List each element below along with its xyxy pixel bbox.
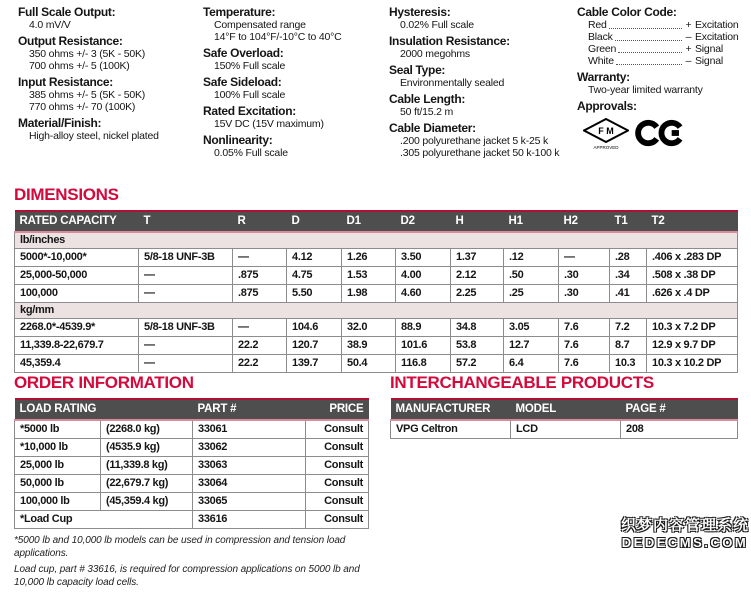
spec-label: Temperature: — [203, 5, 276, 19]
table-cell: 5000*-10,000* — [15, 249, 139, 267]
table-cell: 10.3 — [610, 355, 647, 373]
table-cell: 1.53 — [342, 267, 396, 285]
spec-value: 2000 megohms — [400, 48, 470, 60]
table-cell: 100,000 — [15, 285, 139, 303]
order-table — [14, 398, 369, 529]
dotted-leader — [615, 40, 682, 41]
table-cell: 4.75 — [287, 267, 342, 285]
table-cell: — — [139, 267, 233, 285]
table-cell: .30 — [559, 285, 610, 303]
table-cell: 88.9 — [396, 319, 451, 337]
table-cell: .30 — [559, 267, 610, 285]
load-rating-kg: (4535.9 kg) — [101, 439, 193, 457]
spec-label: Safe Overload: — [203, 46, 284, 60]
spec-value: 100% Full scale — [214, 89, 286, 101]
table-row — [15, 420, 369, 439]
spec-value: 15V DC (15V maximum) — [214, 118, 324, 130]
spec-value: .305 polyurethane jacket 50 k-100 k — [400, 147, 560, 159]
part-number: 33063 — [193, 457, 306, 475]
spec-label: Seal Type: — [389, 63, 446, 77]
table-cell: 45,359.4 — [15, 355, 139, 373]
spec-value: Environmentally sealed — [400, 77, 505, 89]
approvals-logos — [577, 114, 749, 157]
spec-group-full-scale-output — [18, 6, 198, 31]
spec-value: 700 ohms +/- 5 (100K) — [29, 60, 130, 72]
price: Consult — [306, 420, 369, 439]
load-rating-lb: 50,000 lb — [15, 475, 101, 493]
part-number: 33061 — [193, 420, 306, 439]
page-number: 208 — [621, 420, 738, 439]
order-information-title: ORDER INFORMATION — [14, 373, 194, 392]
interchangeable-products-section — [390, 373, 737, 439]
dimensions-header-row — [15, 211, 738, 232]
table-row — [15, 285, 738, 303]
part-number: 33064 — [193, 475, 306, 493]
table-cell: 139.7 — [287, 355, 342, 373]
table-cell: .34 — [610, 267, 647, 285]
table-cell: 4.60 — [396, 285, 451, 303]
load-rating-lb: 100,000 lb — [15, 493, 101, 511]
table-cell: 11,339.8-22,679.7 — [15, 337, 139, 355]
dotted-leader — [609, 28, 682, 29]
part-number: 33065 — [193, 493, 306, 511]
spec-value: Two-year limited warranty — [588, 84, 703, 96]
table-row — [15, 511, 369, 529]
column-header: PAGE # — [621, 399, 738, 420]
table-cell: 38.9 — [342, 337, 396, 355]
load-rating-kg: (2268.0 kg) — [101, 420, 193, 439]
table-cell: 116.8 — [396, 355, 451, 373]
column-header: H2 — [559, 211, 610, 232]
spec-group-warranty — [577, 71, 749, 96]
spec-label: Output Resistance: — [18, 34, 123, 48]
price: Consult — [306, 457, 369, 475]
wire-color: Black — [588, 31, 613, 43]
price: Consult — [306, 475, 369, 493]
footnotes — [14, 534, 392, 589]
price: Consult — [306, 439, 369, 457]
table-cell: 1.98 — [342, 285, 396, 303]
spec-value: 385 ohms +/- 5 (5K - 50K) — [29, 89, 146, 101]
load-rating-lb: *5000 lb — [15, 420, 101, 439]
table-cell: 2268.0*-4539.9* — [15, 319, 139, 337]
watermark-text-en: DEDECMS.COM — [621, 535, 749, 550]
spec-group-cable-diameter — [389, 122, 575, 159]
column-header: LOAD RATING — [15, 399, 193, 420]
spec-value: 350 ohms +/- 3 (5K - 50K) — [29, 48, 146, 60]
spec-value: High-alloy steel, nickel plated — [29, 130, 159, 142]
table-cell: 1.26 — [342, 249, 396, 267]
dimensions-table — [14, 210, 738, 373]
spec-value: 0.02% Full scale — [400, 19, 474, 31]
table-cell: .28 — [610, 249, 647, 267]
table-row — [15, 475, 369, 493]
unit-label: kg/mm — [15, 303, 738, 319]
column-header: T — [139, 211, 233, 232]
table-cell: .25 — [504, 285, 559, 303]
footnote: Load cup, part # 33616, is required for compression applications on 5000 lb and 10,000 lb capacity load cells. — [14, 564, 360, 588]
table-cell: — — [139, 355, 233, 373]
svg-text:APPROVED: APPROVED — [593, 145, 619, 150]
table-row — [15, 439, 369, 457]
table-cell: 7.6 — [559, 337, 610, 355]
wire-sign: + — [685, 19, 692, 31]
price: Consult — [306, 493, 369, 511]
spec-label: Approvals: — [577, 99, 637, 113]
spec-group-safe-overload — [203, 47, 385, 72]
table-cell: 10.3 x 10.2 DP — [647, 355, 738, 373]
manufacturer: VPG Celtron — [391, 420, 511, 439]
spec-label: Rated Excitation: — [203, 104, 296, 118]
spec-group-insulation-resistance — [389, 35, 575, 60]
table-cell: 10.3 x 7.2 DP — [647, 319, 738, 337]
watermark-text-cn: 织梦内容管理系统 — [620, 517, 749, 534]
spec-group-cable-color-code — [577, 6, 749, 67]
table-cell: .626 x .4 DP — [647, 285, 738, 303]
column-header: D — [287, 211, 342, 232]
column-header: H1 — [504, 211, 559, 232]
model: LCD — [511, 420, 621, 439]
spec-value: Compensated range — [214, 19, 306, 31]
cable-color-row — [577, 31, 745, 43]
table-cell: 12.9 x 9.7 DP — [647, 337, 738, 355]
table-cell: 32.0 — [342, 319, 396, 337]
wire-function: Signal — [695, 55, 723, 67]
table-cell: 120.7 — [287, 337, 342, 355]
interchangeable-header-row — [391, 399, 738, 420]
table-cell: 101.6 — [396, 337, 451, 355]
spec-value: 50 ft/15.2 m — [400, 106, 454, 118]
load-rating-lb: *10,000 lb — [15, 439, 101, 457]
column-header: PRICE — [306, 399, 369, 420]
table-cell: .12 — [504, 249, 559, 267]
svg-text:F M: F M — [598, 126, 614, 136]
ce-mark-icon — [633, 114, 687, 157]
wire-sign: – — [685, 31, 692, 43]
spec-column-4 — [577, 6, 749, 161]
table-cell: .50 — [504, 267, 559, 285]
column-header: D2 — [396, 211, 451, 232]
table-row — [15, 267, 738, 285]
interchangeable-products-title: INTERCHANGEABLE PRODUCTS — [390, 373, 654, 392]
table-cell: 12.7 — [504, 337, 559, 355]
spec-label: Cable Color Code: — [577, 5, 677, 19]
table-cell: 5.50 — [287, 285, 342, 303]
footnote: *5000 lb and 10,000 lb models can be used in compression and tension load applications. — [14, 535, 346, 559]
table-cell: 7.6 — [559, 319, 610, 337]
spec-label: Hysteresis: — [389, 5, 451, 19]
dedecms-watermark — [621, 518, 749, 549]
table-cell: — — [139, 337, 233, 355]
table-cell: 2.12 — [451, 267, 504, 285]
table-cell: 3.05 — [504, 319, 559, 337]
column-header: R — [233, 211, 287, 232]
table-cell: 34.8 — [451, 319, 504, 337]
table-cell: .875 — [233, 267, 287, 285]
table-row — [391, 420, 738, 439]
spec-value: .200 polyurethane jacket 5 k-25 k — [400, 135, 549, 147]
unit-section-row — [15, 232, 738, 249]
table-cell: 53.8 — [451, 337, 504, 355]
spec-label: Safe Sideload: — [203, 75, 282, 89]
load-rating-kg: (45,359.4 kg) — [101, 493, 193, 511]
column-header: PART # — [193, 399, 306, 420]
spec-group-safe-sideload — [203, 76, 385, 101]
table-row — [15, 493, 369, 511]
spec-column-1 — [18, 6, 198, 146]
table-cell: 5/8-18 UNF-3B — [139, 319, 233, 337]
specifications-section — [0, 6, 751, 184]
cable-color-row — [577, 43, 745, 55]
column-header: T2 — [647, 211, 738, 232]
dotted-leader — [616, 64, 682, 65]
unit-section-row — [15, 303, 738, 319]
table-cell: 50.4 — [342, 355, 396, 373]
unit-label: lb/inches — [15, 232, 738, 249]
spec-label: Input Resistance: — [18, 75, 113, 89]
table-cell: 7.6 — [559, 355, 610, 373]
spec-value: 150% Full scale — [214, 60, 286, 72]
table-cell: .406 x .283 DP — [647, 249, 738, 267]
spec-group-output-resistance — [18, 35, 198, 72]
order-header-row — [15, 399, 369, 420]
spec-value: 770 ohms +/- 70 (100K) — [29, 101, 136, 113]
wire-function: Signal — [695, 43, 723, 55]
table-cell: — — [139, 285, 233, 303]
order-information-section — [14, 373, 394, 592]
column-header: MODEL — [511, 399, 621, 420]
spec-group-rated-excitation — [203, 105, 385, 130]
spec-group-material-finish — [18, 117, 198, 142]
column-header: MANUFACTURER — [391, 399, 511, 420]
table-cell: 6.4 — [504, 355, 559, 373]
load-rating-kg: (11,339.8 kg) — [101, 457, 193, 475]
table-cell: 1.37 — [451, 249, 504, 267]
table-cell: 7.2 — [610, 319, 647, 337]
table-cell: 8.7 — [610, 337, 647, 355]
price: Consult — [306, 511, 369, 529]
spec-column-3 — [389, 6, 575, 163]
column-header: H — [451, 211, 504, 232]
wire-function: Excitation — [695, 31, 739, 43]
load-rating-kg: (22,679.7 kg) — [101, 475, 193, 493]
spec-label: Cable Diameter: — [389, 121, 476, 135]
cable-color-row — [577, 19, 745, 31]
wire-color: Red — [588, 19, 607, 31]
spec-label: Cable Length: — [389, 92, 466, 106]
wire-color: Green — [588, 43, 617, 55]
cable-color-row — [577, 55, 745, 67]
dimensions-title: DIMENSIONS — [14, 185, 119, 204]
spec-value: 0.05% Full scale — [214, 147, 288, 159]
table-cell: 104.6 — [287, 319, 342, 337]
load-rating-lb: *Load Cup — [15, 511, 193, 529]
spec-group-seal-type — [389, 64, 575, 89]
spec-label: Insulation Resistance: — [389, 34, 510, 48]
part-number: 33616 — [193, 511, 306, 529]
table-row — [15, 249, 738, 267]
spec-group-hysteresis — [389, 6, 575, 31]
table-row — [15, 457, 369, 475]
table-cell: .508 x .38 DP — [647, 267, 738, 285]
table-cell: 57.2 — [451, 355, 504, 373]
dimensions-section — [14, 185, 737, 373]
spec-group-input-resistance — [18, 76, 198, 113]
spec-group-approvals — [577, 100, 749, 157]
wire-sign: – — [685, 55, 692, 67]
table-cell: .875 — [233, 285, 287, 303]
table-row — [15, 319, 738, 337]
spec-value: 14°F to 104°F/-10°C to 40°C — [214, 31, 342, 43]
spec-value: 4.0 mV/V — [29, 19, 71, 31]
table-cell: 22.2 — [233, 337, 287, 355]
table-row — [15, 355, 738, 373]
table-cell: — — [559, 249, 610, 267]
wire-function: Excitation — [695, 19, 739, 31]
table-cell: — — [233, 249, 287, 267]
table-cell: 3.50 — [396, 249, 451, 267]
spec-group-temperature — [203, 6, 385, 43]
wire-color: White — [588, 55, 614, 67]
load-rating-lb: 25,000 lb — [15, 457, 101, 475]
spec-label: Material/Finish: — [18, 116, 102, 130]
dotted-leader — [618, 52, 682, 53]
table-cell: .41 — [610, 285, 647, 303]
wire-sign: + — [685, 43, 692, 55]
table-cell: 25,000-50,000 — [15, 267, 139, 285]
part-number: 33062 — [193, 439, 306, 457]
spec-label: Warranty: — [577, 70, 630, 84]
spec-group-nonlinearity — [203, 134, 385, 159]
table-cell: 22.2 — [233, 355, 287, 373]
spec-group-cable-length — [389, 93, 575, 118]
spec-column-2 — [203, 6, 385, 163]
column-header: RATED CAPACITY — [15, 211, 139, 232]
table-row — [15, 337, 738, 355]
column-header: D1 — [342, 211, 396, 232]
interchangeable-table — [390, 398, 738, 439]
fm-approved-icon — [583, 118, 629, 156]
table-cell: — — [233, 319, 287, 337]
table-cell: 4.00 — [396, 267, 451, 285]
column-header: T1 — [610, 211, 647, 232]
table-cell: 4.12 — [287, 249, 342, 267]
spec-label: Nonlinearity: — [203, 133, 273, 147]
table-cell: 2.25 — [451, 285, 504, 303]
spec-label: Full Scale Output: — [18, 5, 116, 19]
table-cell: 5/8-18 UNF-3B — [139, 249, 233, 267]
